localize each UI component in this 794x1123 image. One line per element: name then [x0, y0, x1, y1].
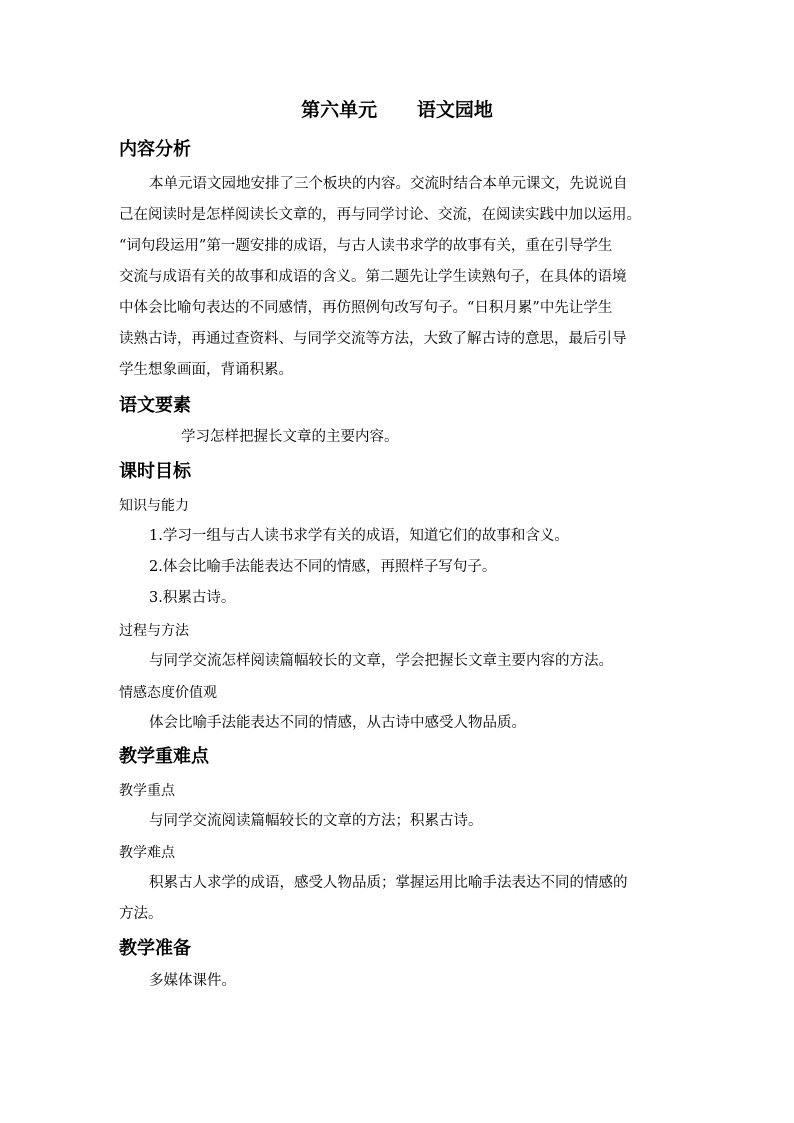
- paragraph-line: 交流与成语有关的故事和成语的含义。第二题先让学生读熟句子，在具体的语境: [119, 269, 627, 285]
- knowledge-list: [119, 521, 679, 614]
- attitude-paragraph: [119, 708, 679, 739]
- heading-objectives: 课时目标: [119, 461, 191, 482]
- list-item: 2.体会比喻手法能表达不同的情感，再照样子写句子。: [149, 559, 497, 575]
- document-title: 第六单元 语文园地: [301, 99, 493, 121]
- heading-key-points: 教学重难点: [119, 746, 209, 767]
- subheading-difficulty: 教学难点: [119, 845, 175, 861]
- paragraph-line: 读熟古诗，再通过查资料、与同学交流等方法，大致了解古诗的意思，最后引导: [119, 331, 627, 347]
- paragraph-line: 体会比喻手法能表达不同的情感，从古诗中感受人物品质。: [149, 715, 526, 731]
- paragraph-line: 学习怎样把握长文章的主要内容。: [181, 429, 399, 445]
- difficulty-paragraph: [119, 868, 679, 930]
- paragraph-line: 本单元语文园地安排了三个板块的内容。交流时结合本单元课文，先说说自: [149, 176, 628, 192]
- preparation-paragraph: [119, 966, 679, 997]
- heading-preparation: 教学准备: [119, 938, 191, 959]
- focus-paragraph: [119, 806, 679, 837]
- content-analysis-paragraph: [119, 169, 679, 386]
- paragraph-line: 方法。: [119, 906, 163, 922]
- list-item: 1.学习一组与古人读书求学有关的成语，知道它们的故事和含义。: [149, 528, 569, 544]
- paragraph-line: 与同学交流怎样阅读篇幅较长的文章，学会把握长文章主要内容的方法。: [149, 653, 613, 669]
- paragraph-line: 与同学交流阅读篇幅较长的文章的方法；积累古诗。: [149, 813, 483, 829]
- heading-language-elements: 语文要素: [119, 395, 191, 416]
- subheading-focus: 教学重点: [119, 783, 175, 799]
- subheading-process: 过程与方法: [119, 623, 189, 639]
- process-paragraph: [119, 646, 679, 677]
- subheading-attitude: 情感态度价值观: [119, 685, 217, 701]
- subheading-knowledge: 知识与能力: [119, 498, 189, 514]
- paragraph-line: 学生想象画面，背诵积累。: [119, 362, 293, 378]
- list-item: 3.积累古诗。: [149, 590, 236, 606]
- paragraph-line: 中体会比喻句表达的不同感情，再仿照例句改写句子。“日积月累”中先让学生: [119, 300, 613, 316]
- paragraph-line: “词句段运用”第一题安排的成语，与古人读书求学的故事有关，重在引导学生: [119, 238, 613, 254]
- paragraph-line: 己在阅读时是怎样阅读长文章的，再与同学讨论、交流，在阅读实践中加以运用。: [119, 207, 641, 223]
- paragraph-line: 积累古人求学的成语，感受人物品质；掌握运用比喻手法表达不同的情感的: [149, 875, 628, 891]
- paragraph-line: 多媒体课件。: [149, 973, 236, 989]
- language-elements-paragraph: [119, 422, 679, 453]
- heading-content-analysis: 内容分析: [119, 139, 191, 160]
